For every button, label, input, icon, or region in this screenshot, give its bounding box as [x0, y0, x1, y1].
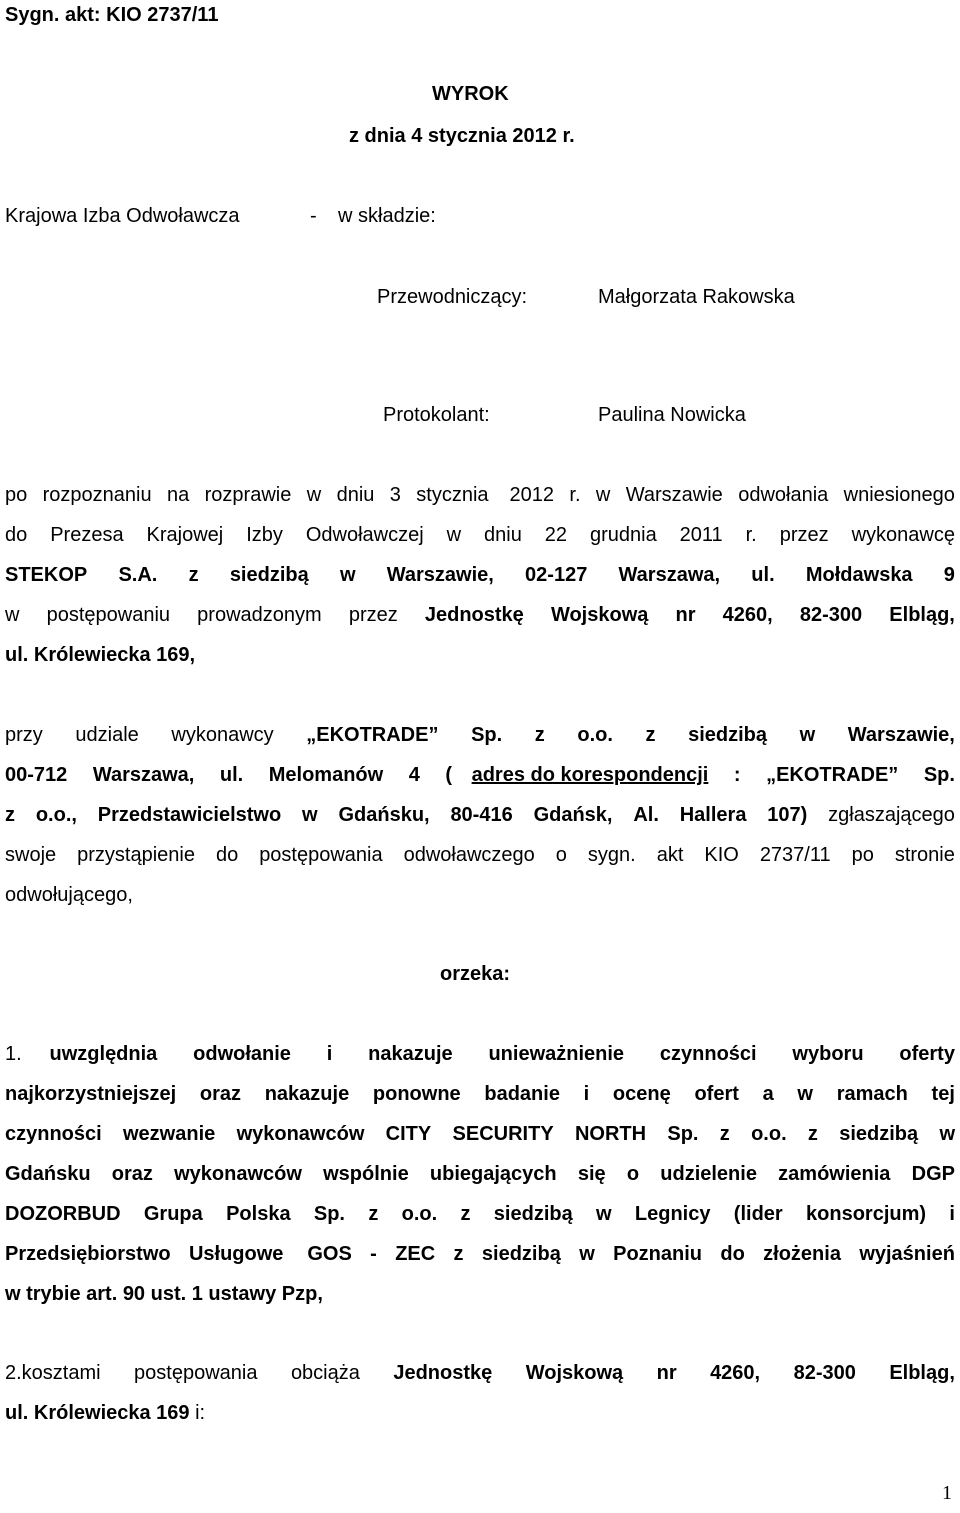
word: na	[167, 484, 190, 506]
word: do	[5, 524, 28, 546]
word: wniesionego	[843, 484, 955, 506]
word: odwoławczego	[403, 844, 535, 866]
word: 2.kosztami	[5, 1362, 101, 1384]
word: ponowne	[372, 1083, 461, 1105]
word: zgłaszającego	[828, 804, 955, 826]
word: udzielenie	[660, 1163, 757, 1185]
word: 4260,	[722, 604, 773, 626]
word: czynności	[5, 1123, 102, 1145]
word: 82-300	[799, 604, 863, 626]
word: (lider	[733, 1203, 783, 1225]
word: rozprawie	[204, 484, 292, 506]
word: Elbląg,	[889, 1362, 955, 1384]
word: STEKOP	[5, 564, 88, 586]
word: odwołanie	[193, 1043, 291, 1065]
item2-suffix: i:	[189, 1402, 206, 1424]
composition-dash: -	[310, 205, 317, 227]
word: :	[733, 764, 741, 786]
chair-name: Małgorzata Rakowska	[598, 286, 795, 308]
word: ocenę	[612, 1083, 671, 1105]
word: 82-300	[793, 1362, 856, 1384]
word: Al.	[633, 804, 659, 826]
word: siedzibą	[839, 1123, 919, 1145]
word: i	[949, 1203, 955, 1225]
word: dniu	[336, 484, 375, 506]
word: S.A.	[118, 564, 158, 586]
word: Hallera	[679, 804, 747, 826]
word: do	[720, 1243, 745, 1265]
word: rozpoznaniu	[42, 484, 152, 506]
recorder-label: Protokolant:	[383, 404, 490, 426]
word: 2011	[679, 524, 723, 546]
word: w	[306, 484, 322, 506]
word: odwołania	[738, 484, 829, 506]
word: o	[555, 844, 567, 866]
document-date: z dnia 4 stycznia 2012 r.	[349, 125, 575, 147]
word: Sp.	[667, 1123, 699, 1145]
word: swoje	[5, 844, 57, 866]
word: siedzibą	[493, 1203, 573, 1225]
word: z	[368, 1203, 379, 1225]
tribunal-name: Krajowa Izba Odwoławcza	[5, 205, 240, 227]
word: o.o.	[751, 1123, 787, 1145]
correspondence-address-label: adres do korespondencji	[471, 764, 709, 786]
word: oraz	[199, 1083, 242, 1105]
word: ramach	[836, 1083, 908, 1105]
word: Izby	[246, 524, 283, 546]
word: postępowaniu	[46, 604, 171, 626]
word: postępowania	[134, 1362, 258, 1384]
participant-line-4	[5, 844, 955, 867]
word: Krajowej	[146, 524, 224, 546]
word: dniu	[484, 524, 522, 546]
word: 00-712	[5, 764, 68, 786]
word: zamówienia	[778, 1163, 891, 1185]
word: ofert	[694, 1083, 739, 1105]
item2-address: ul. Królewiecka 169	[5, 1402, 190, 1424]
word: Grupa	[143, 1203, 203, 1225]
word: tej	[931, 1083, 955, 1105]
word: Poznaniu	[613, 1243, 702, 1265]
word: najkorzystniejszej	[5, 1083, 177, 1105]
word: w	[939, 1123, 955, 1145]
word: o	[626, 1163, 640, 1185]
ruling-item1-line-3	[5, 1123, 955, 1146]
composition-label: w składzie:	[338, 205, 436, 227]
word: po	[851, 844, 874, 866]
ruling-item1-line-4	[5, 1163, 955, 1186]
word: i	[326, 1043, 333, 1065]
word: po	[5, 484, 28, 506]
word: 4	[408, 764, 420, 786]
word: DGP	[911, 1163, 955, 1185]
intro-line-1	[5, 484, 955, 507]
word: czynności	[659, 1043, 757, 1065]
word: ubiegających	[429, 1163, 557, 1185]
word: uwzględnia	[49, 1043, 158, 1065]
word: przy	[5, 724, 43, 746]
word: Elbląg,	[889, 604, 955, 626]
word: Odwoławczej	[305, 524, 424, 546]
word: 80-416	[450, 804, 513, 826]
word: CITY	[385, 1123, 432, 1145]
word: konsorcjum)	[806, 1203, 927, 1225]
word: z	[460, 1203, 471, 1225]
participant-line-3	[5, 804, 955, 827]
word: Przedstawicielstwo	[97, 804, 282, 826]
word: z	[534, 724, 545, 746]
word: w	[446, 524, 462, 546]
word: r.	[569, 484, 581, 506]
word: akt	[656, 844, 684, 866]
word: Gdańsk,	[533, 804, 613, 826]
word: Warszawa,	[92, 764, 195, 786]
word: SECURITY	[452, 1123, 554, 1145]
word: Warszawa,	[618, 564, 721, 586]
ruling-item1-line-2	[5, 1083, 955, 1106]
word: wykonawcę	[851, 524, 955, 546]
participant-line-1	[5, 724, 955, 747]
word: -	[370, 1243, 377, 1265]
item1-number: 1.	[5, 1043, 22, 1065]
word: obciąża	[290, 1362, 360, 1384]
word: oraz	[111, 1163, 153, 1185]
word: ZEC	[395, 1243, 436, 1265]
chair-label: Przewodniczący:	[377, 286, 528, 308]
word: unieważnienie	[488, 1043, 625, 1065]
word: postępowania	[259, 844, 383, 866]
word: w	[797, 1083, 813, 1105]
word: 02-127	[525, 564, 588, 586]
word: o.o.	[577, 724, 613, 746]
word: i	[583, 1083, 590, 1105]
word: z	[807, 1123, 818, 1145]
word: Prezesa	[50, 524, 124, 546]
ruling-item1-line-6	[5, 1243, 955, 1266]
word: przez	[779, 524, 829, 546]
word: z	[5, 804, 15, 826]
word: nr	[656, 1362, 677, 1384]
word: Melomanów	[268, 764, 384, 786]
word: ul.	[219, 764, 244, 786]
word: do	[215, 844, 239, 866]
word: Mołdawska	[805, 564, 913, 586]
word: (	[445, 764, 453, 786]
word: „EKOTRADE”	[306, 724, 439, 746]
word: wspólnie	[323, 1163, 409, 1185]
participant-line-5: odwołującego,	[5, 884, 133, 906]
word: złożenia	[763, 1243, 841, 1265]
word: w	[339, 564, 356, 586]
word: DOZORBUD	[5, 1203, 121, 1225]
word: Polska	[226, 1203, 291, 1225]
ruling-item2-line-2	[5, 1402, 205, 1425]
word: 9	[943, 564, 955, 586]
word: udziale	[75, 724, 139, 746]
ruling-item1-line-5	[5, 1203, 955, 1226]
word: nakazuje	[368, 1043, 453, 1065]
word: w	[579, 1243, 595, 1265]
document-title: WYROK	[432, 83, 509, 105]
word: 2737/11	[759, 844, 831, 866]
word: Warszawie,	[847, 724, 955, 746]
word: Sp.	[313, 1203, 345, 1225]
word: w	[302, 804, 318, 826]
word: grudnia	[589, 524, 657, 546]
word: 4260,	[710, 1362, 761, 1384]
word: 107)	[767, 804, 808, 826]
intro-line-4	[5, 604, 955, 627]
word: o.o.	[401, 1203, 438, 1225]
word: NORTH	[574, 1123, 647, 1145]
word: „EKOTRADE”	[766, 764, 899, 786]
word: badanie	[484, 1083, 560, 1105]
word: Jednostkę	[424, 604, 524, 626]
word: w	[799, 724, 816, 746]
word: Legnicy	[634, 1203, 711, 1225]
word: z	[188, 564, 199, 586]
word: wezwanie	[123, 1123, 216, 1145]
recorder-name: Paulina Nowicka	[598, 404, 746, 426]
word: stycznia	[416, 484, 489, 506]
word: Sp.	[923, 764, 955, 786]
word: nr	[675, 604, 696, 626]
word: 22	[544, 524, 568, 546]
word: stronie	[894, 844, 955, 866]
page-number: 1	[942, 1482, 952, 1504]
word: siedzibą	[229, 564, 309, 586]
intro-line-2	[5, 524, 955, 547]
word: oferty	[899, 1043, 955, 1065]
case-signature: Sygn. akt: KIO 2737/11	[5, 4, 219, 26]
word: 2012	[503, 484, 554, 506]
word: GOS	[301, 1243, 352, 1265]
word: Gdańsku	[5, 1163, 91, 1185]
word: Przedsiębiorstwo	[5, 1243, 171, 1265]
word: nakazuje	[264, 1083, 350, 1105]
ruling-item1-line-7: w trybie art. 90 ust. 1 ustawy Pzp,	[5, 1283, 323, 1305]
word: Warszawie	[625, 484, 723, 506]
word: Wojskową	[525, 1362, 624, 1384]
word: r.	[745, 524, 757, 546]
word: Jednostkę	[393, 1362, 493, 1384]
word: Gdańsku,	[338, 804, 430, 826]
intro-line-5: ul. Królewiecka 169,	[5, 644, 196, 666]
ruling-item2-line-1	[5, 1362, 955, 1385]
word: siedzibą	[688, 724, 768, 746]
word: Sp.	[471, 724, 503, 746]
word: 3	[389, 484, 401, 506]
word: o.o.,	[35, 804, 77, 826]
word: wykonawcy	[171, 724, 274, 746]
word: Warszawie,	[386, 564, 494, 586]
word: wykonawców	[174, 1163, 302, 1185]
word: z	[719, 1123, 730, 1145]
word: prowadzonym	[197, 604, 322, 626]
word: wykonawców	[236, 1123, 365, 1145]
word: ul.	[751, 564, 775, 586]
word: siedzibą	[481, 1243, 561, 1265]
word: z	[453, 1243, 464, 1265]
intro-line-3	[5, 564, 955, 587]
word: w	[595, 484, 611, 506]
ruling-item1-line-1	[5, 1043, 955, 1066]
word: Wojskową	[550, 604, 649, 626]
word: wyboru	[792, 1043, 864, 1065]
word: KIO	[704, 844, 739, 866]
word: a	[762, 1083, 774, 1105]
word: z	[645, 724, 656, 746]
ruling-heading: orzeka:	[440, 963, 511, 985]
word: się	[577, 1163, 606, 1185]
word: sygn.	[587, 844, 636, 866]
word: w	[5, 604, 20, 626]
word: przez	[348, 604, 398, 626]
word: wyjaśnień	[859, 1243, 955, 1265]
word: w	[596, 1203, 612, 1225]
word: Usługowe	[188, 1243, 284, 1265]
participant-line-2	[5, 764, 955, 787]
word: przystąpienie	[77, 844, 195, 866]
